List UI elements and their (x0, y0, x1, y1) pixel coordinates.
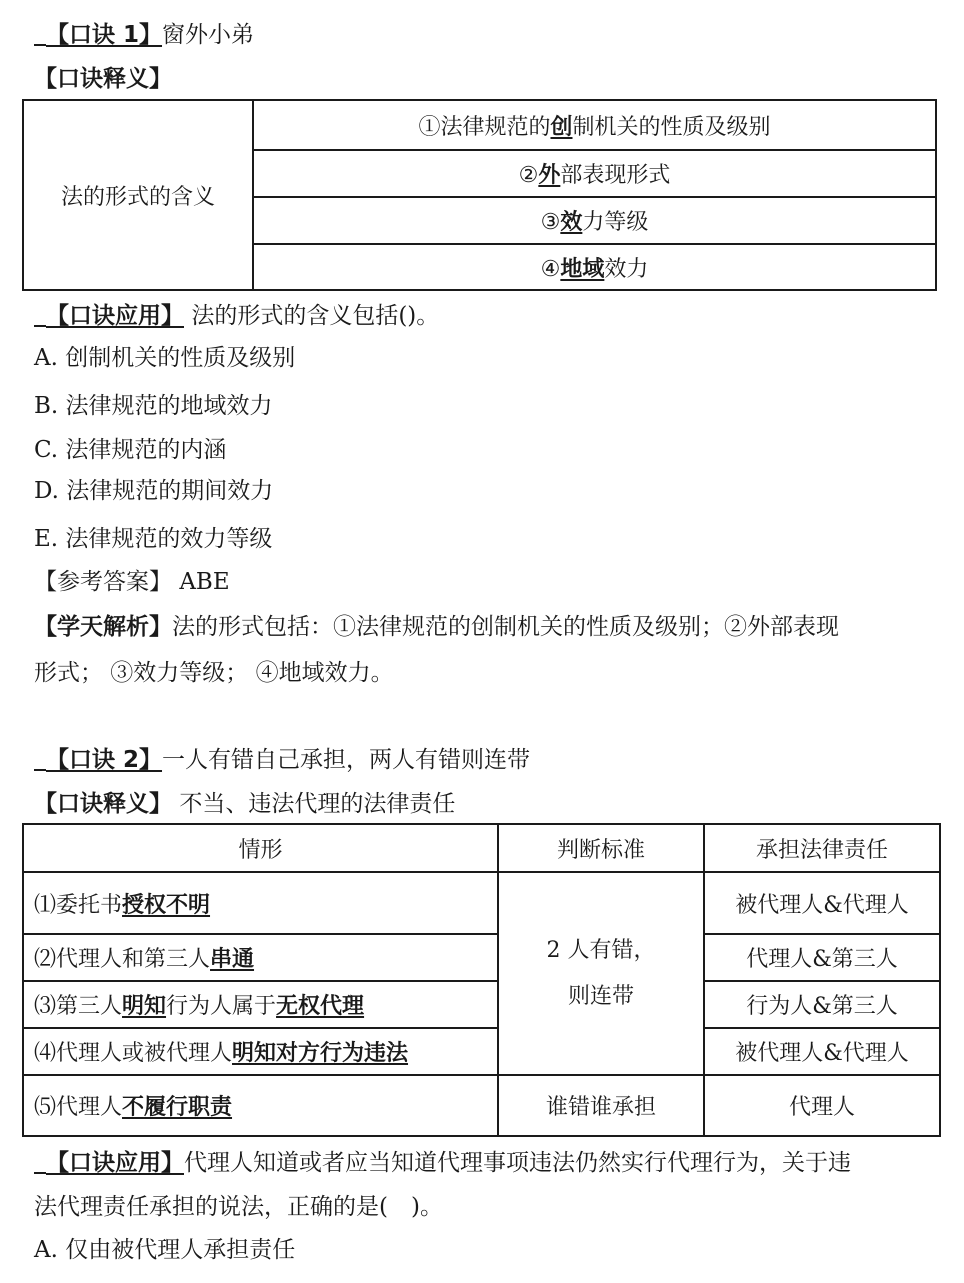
merged-standard-cell: 2 人有错， 则连带 (498, 872, 704, 1075)
analysis-label: 【学天解析】 (34, 613, 172, 640)
table-row-liability: 代理人&第三人 (704, 934, 940, 981)
section2-explain-label: 【口诀释义】 (34, 791, 172, 817)
option-a: A. 创制机关的性质及级别 (34, 345, 296, 371)
section1-table-row: ④地域效力 (253, 244, 936, 290)
section1-title-prefix: 【口诀 1】 (46, 22, 163, 48)
key-char: 创 (550, 114, 573, 140)
header-standard: 判断标准 (498, 824, 704, 872)
analysis-line1: 法的形式包括：①法律规范的创制机关的性质及级别；②外部表现 (172, 614, 839, 640)
key-char: 效 (560, 210, 583, 235)
section2-title-text: 一人有错自己承担，两人有错则连带 (162, 747, 531, 773)
section1-apply (34, 301, 439, 331)
section2-title (34, 745, 530, 775)
section1-explain-label: 【口诀释义】 (34, 66, 172, 92)
section1-analysis (34, 612, 839, 642)
section2-explain-text: 不当、违法代理的法律责任 (179, 791, 456, 817)
section1-table (22, 99, 937, 291)
key-phrase: 明知对方行为违法 (232, 1041, 409, 1066)
table-row-liability: 行为人&第三人 (704, 981, 940, 1028)
section1-answer (34, 567, 230, 597)
key-phrase: 串通 (210, 947, 255, 972)
section2-title-prefix: 【口诀 2】 (46, 747, 163, 773)
table-row-liability: 被代理人&代理人 (704, 872, 940, 934)
title-underline-lead (34, 20, 46, 46)
key-char: 地域 (560, 256, 605, 282)
table-row-liability: 代理人 (704, 1075, 940, 1136)
option-e: E. 法律规范的效力等级 (34, 526, 273, 552)
option-d: D. 法律规范的期间效力 (34, 478, 274, 504)
table-row-situation: ⑸代理人不履行职责 (23, 1075, 498, 1136)
table-row-situation: ⑷代理人或被代理人明知对方行为违法 (23, 1028, 498, 1075)
section1-apply-label: 【口诀应用】 (46, 303, 184, 329)
answer-label: 【参考答案】 (34, 569, 172, 595)
section2-explain (34, 789, 455, 819)
key-phrase: 明知 (122, 994, 167, 1019)
title-underline-lead (34, 1148, 46, 1174)
section2-apply-label: 【口诀应用】 (46, 1150, 184, 1176)
section1-table-row: ②外部表现形式 (253, 150, 936, 197)
table-row-situation: ⑵代理人和第三人串通 (23, 934, 498, 981)
title-underline-lead (34, 745, 46, 771)
header-liability: 承担法律责任 (704, 824, 940, 872)
key-phrase: 无权代理 (276, 994, 365, 1019)
analysis-line2: 形式； ③效力等级； ④地域效力。 (34, 660, 394, 686)
section1-table-row: ③效力等级 (253, 197, 936, 244)
header-situation: 情形 (23, 824, 498, 872)
title-underline-lead (34, 301, 46, 327)
key-char: 外 (538, 163, 561, 188)
section1-title (34, 20, 254, 50)
section1-table-left-cell: 法的形式的含义 (23, 100, 253, 290)
table-row-situation: ⑶第三人明知行为人属于无权代理 (23, 981, 498, 1028)
key-phrase: 授权不明 (122, 892, 211, 918)
section2-table (22, 823, 941, 1137)
standard-last-cell: 谁错谁承担 (498, 1075, 704, 1136)
section2-apply (34, 1148, 851, 1178)
table-row-liability: 被代理人&代理人 (704, 1028, 940, 1075)
option-b: B. 法律规范的地域效力 (34, 393, 273, 419)
section1-question: 法的形式的含义包括()。 (191, 303, 440, 329)
section1-title-text: 窗外小弟 (162, 22, 255, 48)
table-row-situation: ⑴委托书授权不明 (23, 872, 498, 934)
key-phrase: 不履行职责 (122, 1095, 233, 1120)
answer-value: ABE (179, 569, 230, 595)
section1-table-row: ①法律规范的创制机关的性质及级别 (253, 100, 936, 150)
section2-question-line1: 代理人知道或者应当知道代理事项违法仍然实行代理行为，关于违 (184, 1150, 851, 1176)
section2-option-a: A. 仅由被代理人承担责任 (34, 1237, 296, 1263)
option-c: C. 法律规范的内涵 (34, 437, 227, 463)
section2-question-line2: 法代理责任承担的说法，正确的是( )。 (34, 1194, 443, 1220)
